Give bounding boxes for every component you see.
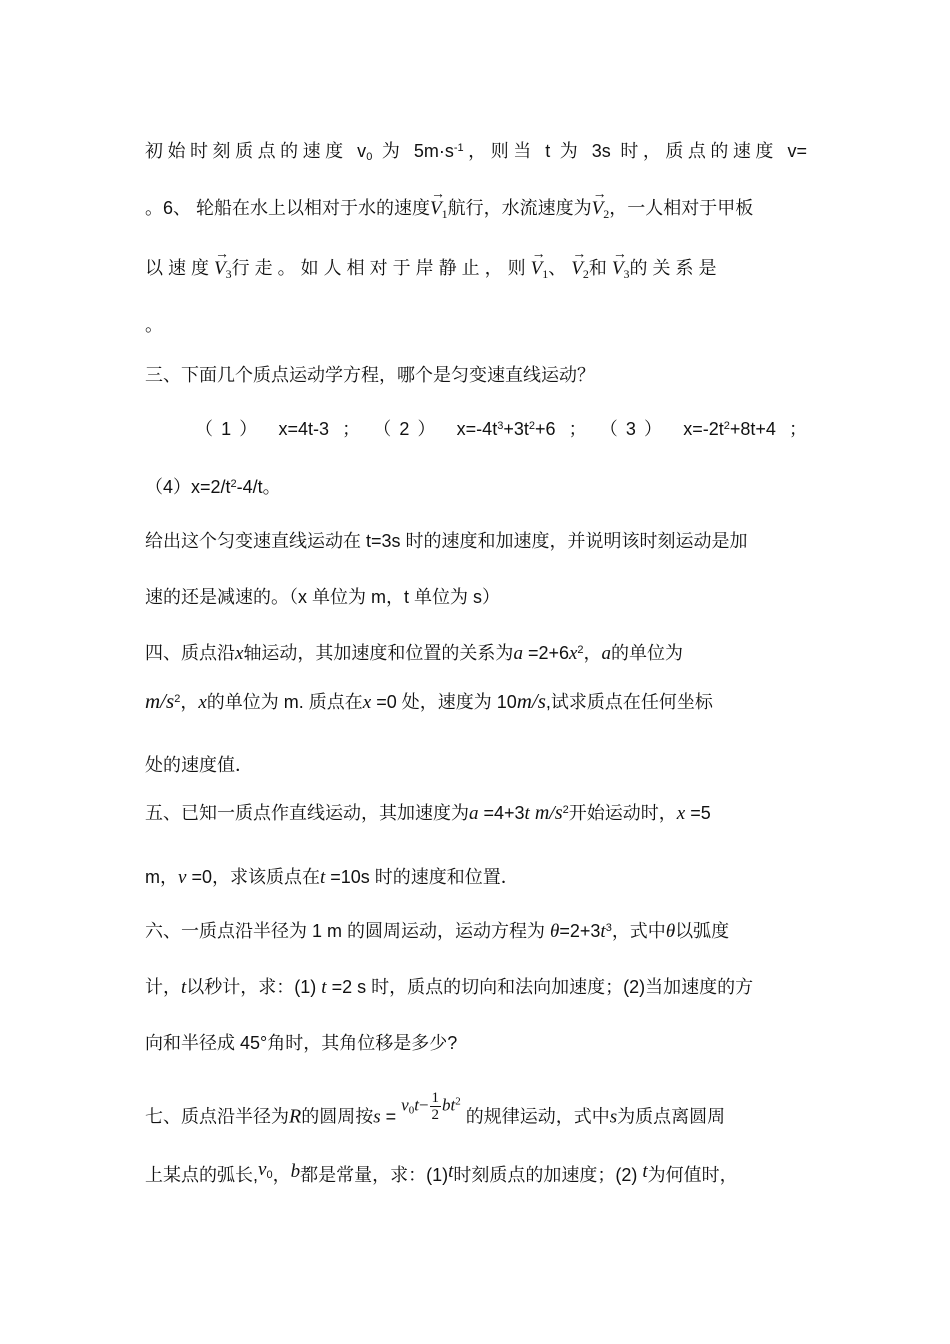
text-span: 以弧度 <box>675 921 730 941</box>
arc-length-equation <box>401 1090 461 1123</box>
text-span: 以秒计，求：(1) <box>186 977 322 997</box>
text-span: 和 <box>588 258 612 278</box>
text-span: ，则当 t 为 3s 时，质点的速度 v= <box>463 141 807 161</box>
vector-subscript: 1 <box>542 267 549 281</box>
math-symbol: a <box>469 803 479 824</box>
vector-arrow-icon: → <box>592 187 607 202</box>
unit-symbol: m/s <box>145 689 175 713</box>
text-line-7 <box>145 474 807 500</box>
section-heading-7 <box>145 1090 807 1135</box>
math-symbol: θ <box>665 921 676 942</box>
text-line-9: 速的还是减速的。（x 单位为 m，t 单位为 s） <box>145 587 500 607</box>
math-symbol: t <box>321 977 327 998</box>
text-span: 时刻质点的加速度；(2) <box>453 1165 643 1185</box>
text-span: =0 处，速度为 10 <box>371 692 517 712</box>
text-span: =2+6 <box>522 643 569 663</box>
math-symbol: bt <box>442 1095 456 1115</box>
text-span: 的单位为 m. 质点在 <box>206 692 363 712</box>
text-span: ， <box>272 1165 291 1185</box>
vector-arrow-icon: → <box>215 247 230 262</box>
text-span: 开始运动时， <box>568 803 677 823</box>
unit-symbol: m/s <box>516 689 546 713</box>
text-line-1 <box>145 138 807 164</box>
text-span: =4+3 <box>478 803 525 823</box>
superscript: 2 <box>528 420 535 432</box>
vector-symbol: V <box>214 258 226 279</box>
text-span: 的单位为 <box>611 643 684 663</box>
superscript: 2 <box>455 1095 461 1108</box>
text-span: = <box>380 1106 402 1127</box>
vector-symbol: V <box>591 198 604 219</box>
text-span: 四、质点沿 <box>145 643 235 663</box>
text-span: +8t+4 ； <box>729 419 808 439</box>
text-span: 以 速 度 <box>145 258 215 278</box>
minus-sign: − <box>418 1095 429 1115</box>
math-symbol: x <box>362 692 372 713</box>
math-symbol: x <box>235 643 244 664</box>
fraction-denominator: 2 <box>431 1107 440 1123</box>
text-span: ，式中 <box>611 921 666 941</box>
text-span: 为 5m·s <box>372 141 454 161</box>
vector-symbol: V <box>430 198 442 219</box>
superscript: 2 <box>577 644 584 656</box>
text-span: 初始时刻质点的速度 v <box>145 141 367 161</box>
section-heading-4 <box>145 640 807 667</box>
subscript: 0 <box>366 151 373 163</box>
vector-arrow-icon: → <box>612 247 627 262</box>
vector-arrow-icon: → <box>531 247 546 262</box>
math-symbol: t <box>642 1161 648 1182</box>
math-symbol: s <box>373 1106 381 1128</box>
math-symbol: b <box>290 1161 301 1182</box>
subscript: 0 <box>266 1169 273 1181</box>
vector-symbol: V <box>571 258 583 279</box>
text-span: 、 <box>548 258 572 278</box>
vector-symbol: V <box>530 258 543 279</box>
text-span: =10s 时的速度和位置． <box>325 867 519 887</box>
text-line-8: 给出这个匀变速直线运动在 t=3s 时的速度和加速度，并说明该时刻运动是加 <box>145 531 748 551</box>
text-span: （1） x=4t-3 ； （2） x=-4t <box>195 419 498 439</box>
text-span: 行 走 。 如 人 相 对 于 岸 静 止 ， 则 <box>231 258 531 278</box>
text-span: ，一人相对于甲板 <box>609 198 754 218</box>
math-symbol: s <box>609 1106 618 1128</box>
superscript: 2 <box>562 804 569 816</box>
text-span: =2+3 <box>559 921 601 941</box>
vector-arrow-icon: → <box>431 187 446 202</box>
subscript: 0 <box>408 1104 415 1117</box>
math-symbol: a <box>513 643 523 664</box>
superscript: -1 <box>453 142 464 154</box>
text-span: ,试求质点在任何坐标 <box>545 692 713 712</box>
text-span: 上某点的弧长, <box>145 1165 259 1185</box>
vector-subscript: 2 <box>603 207 610 221</box>
math-symbol: v <box>258 1159 267 1180</box>
math-symbol: t <box>181 977 187 998</box>
text-line-3 <box>145 247 807 287</box>
math-symbol: t <box>524 803 530 824</box>
text-line-17: 向和半径成 45°角时，其角位移是多少? <box>145 1033 458 1053</box>
superscript: 2 <box>174 693 181 705</box>
text-line-19 <box>145 1159 807 1189</box>
vector-v3 <box>611 247 630 287</box>
text-span: +3t <box>503 419 529 439</box>
section-heading-3: 三、下面几个质点运动学方程，哪个是匀变速直线运动？ <box>145 365 595 385</box>
superscript: 2 <box>723 420 730 432</box>
text-span: ， <box>180 692 199 712</box>
math-symbol: x <box>198 692 207 713</box>
vector-subscript: 3 <box>623 267 630 281</box>
math-symbol: x <box>676 803 686 824</box>
math-symbol: t <box>319 867 326 888</box>
text-span: ， <box>583 643 602 663</box>
math-symbol: R <box>289 1105 302 1128</box>
text-span: 的圆周按 <box>301 1106 374 1127</box>
text-line-4: 。 <box>145 315 163 335</box>
equation-list-line <box>195 416 807 442</box>
text-span: （4）x=2/t <box>145 477 231 497</box>
fraction-numerator: 1 <box>431 1090 440 1106</box>
section-heading-5 <box>145 800 807 827</box>
text-span: 五、已知一质点作直线运动，其加速度为 <box>145 803 469 823</box>
vector-arrow-icon: → <box>572 247 587 262</box>
text-span: -4/t。 <box>236 477 281 497</box>
math-symbol: v <box>178 867 187 888</box>
vector-subscript: 3 <box>225 267 232 281</box>
math-symbol: t <box>414 1095 419 1115</box>
fraction-one-half <box>430 1090 442 1123</box>
text-span: 七、质点沿半径为 <box>145 1106 289 1127</box>
text-span: 的 关 系 是 <box>629 258 717 278</box>
text-span: 为何值时， <box>647 1165 738 1185</box>
math-symbol: x <box>568 643 578 664</box>
math-symbol: t <box>448 1161 454 1182</box>
text-span: 航行，水流速度为 <box>447 198 592 218</box>
vector-v2 <box>571 247 589 287</box>
text-span: =2 s 时，质点的切向和法向加速度；(2)当加速度的方 <box>326 977 754 997</box>
text-span: 都是常量，求：(1) <box>300 1165 449 1185</box>
text-span: 计， <box>145 977 181 997</box>
unit-symbol: m/s <box>534 802 563 824</box>
text-span: 为质点离圆周 <box>617 1106 726 1127</box>
text-span: =0，求该质点在 <box>186 867 320 887</box>
text-line-12: 处的速度值． <box>145 755 253 775</box>
text-line-14 <box>145 864 807 891</box>
text-span: 。6、 轮船在水上以相对于水的速度 <box>145 198 431 218</box>
section-heading-6 <box>145 918 807 945</box>
text-line-16 <box>145 974 807 1001</box>
superscript: 2 <box>230 478 237 490</box>
math-symbol: v <box>401 1095 409 1115</box>
text-span: 轴运动，其加速度和位置的关系为 <box>243 643 514 663</box>
math-symbol: θ <box>550 921 560 942</box>
text-line-11 <box>145 688 807 716</box>
vector-v2 <box>591 187 610 227</box>
vector-subscript: 1 <box>441 207 448 221</box>
vector-symbol: V <box>611 258 624 279</box>
text-span: m， <box>145 867 178 887</box>
text-span: 六、一质点沿半径为 1 m 的圆周运动，运动方程为 <box>145 921 551 941</box>
vector-v1 <box>530 247 549 287</box>
superscript: 3 <box>497 420 504 432</box>
vector-v1 <box>430 187 448 227</box>
vector-subscript: 2 <box>582 267 589 281</box>
vector-v3 <box>214 247 232 287</box>
text-line-2 <box>145 187 807 227</box>
math-symbol: a <box>601 643 612 664</box>
text-span: =5 <box>685 803 711 823</box>
text-span: 的规律运动，式中 <box>460 1106 610 1127</box>
math-symbol: t <box>600 921 606 942</box>
text-span: +6 ； （3） x=-2t <box>534 419 724 439</box>
superscript: 3 <box>605 922 612 934</box>
